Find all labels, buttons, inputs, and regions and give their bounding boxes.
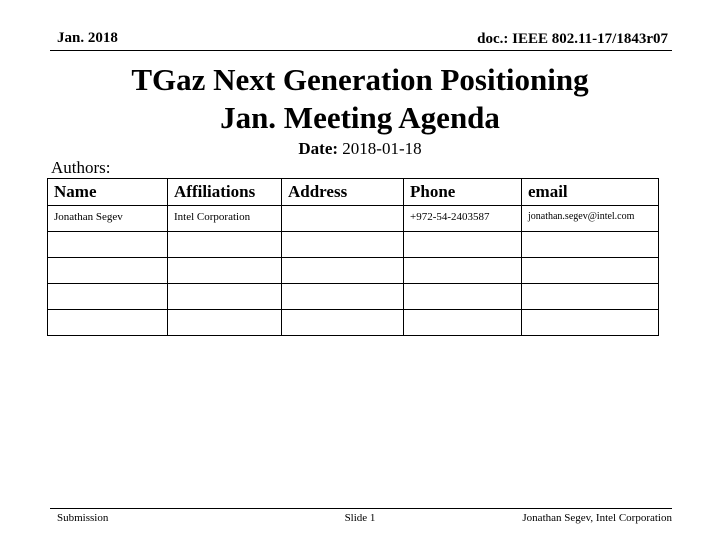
title-line-2: Jan. Meeting Agenda bbox=[220, 100, 500, 135]
table-row bbox=[48, 206, 659, 232]
table-row bbox=[48, 284, 659, 310]
cell-name bbox=[48, 232, 168, 258]
cell-address bbox=[282, 258, 404, 284]
cell-phone bbox=[404, 310, 522, 336]
header-divider bbox=[50, 50, 672, 51]
cell-affiliation bbox=[168, 232, 282, 258]
header-address: Address bbox=[282, 179, 404, 206]
cell-name bbox=[48, 258, 168, 284]
cell-name bbox=[48, 284, 168, 310]
cell-phone bbox=[404, 232, 522, 258]
cell-email: jonathan.segev@intel.com bbox=[522, 206, 659, 232]
cell-address bbox=[282, 232, 404, 258]
date-value: 2018-01-18 bbox=[342, 139, 422, 158]
cell-affiliation bbox=[168, 284, 282, 310]
header-date: Jan. 2018 bbox=[57, 30, 118, 46]
cell-affiliation bbox=[168, 310, 282, 336]
cell-email bbox=[522, 284, 659, 310]
slide-title bbox=[0, 61, 720, 137]
authors-label: Authors: bbox=[51, 158, 111, 177]
footer-divider bbox=[50, 508, 672, 509]
cell-phone bbox=[404, 258, 522, 284]
cell-email bbox=[522, 232, 659, 258]
header-name: Name bbox=[48, 179, 168, 206]
cell-email bbox=[522, 310, 659, 336]
table-row bbox=[48, 232, 659, 258]
table-row bbox=[48, 310, 659, 336]
date-label: Date: bbox=[298, 139, 339, 158]
footer-author: Jonathan Segev, Intel Corporation bbox=[522, 512, 672, 524]
date-line bbox=[0, 139, 720, 159]
cell-address bbox=[282, 310, 404, 336]
cell-address bbox=[282, 206, 404, 232]
header-phone: Phone bbox=[404, 179, 522, 206]
cell-name: Jonathan Segev bbox=[48, 206, 168, 232]
cell-affiliation bbox=[168, 258, 282, 284]
cell-address bbox=[282, 284, 404, 310]
cell-name bbox=[48, 310, 168, 336]
cell-phone bbox=[404, 284, 522, 310]
cell-phone: +972-54-2403587 bbox=[404, 206, 522, 232]
footer-submission: Submission bbox=[57, 512, 109, 524]
footer-slide-number: Slide 1 bbox=[344, 512, 376, 524]
authors-table bbox=[47, 178, 659, 336]
title-line-1: TGaz Next Generation Positioning bbox=[131, 62, 589, 97]
header-affiliations: Affiliations bbox=[168, 179, 282, 206]
header-doc-id: doc.: IEEE 802.11-17/1843r07 bbox=[477, 31, 668, 47]
table-header-row bbox=[48, 179, 659, 206]
cell-affiliation: Intel Corporation bbox=[168, 206, 282, 232]
table-row bbox=[48, 258, 659, 284]
header-email: email bbox=[522, 179, 659, 206]
cell-email bbox=[522, 258, 659, 284]
